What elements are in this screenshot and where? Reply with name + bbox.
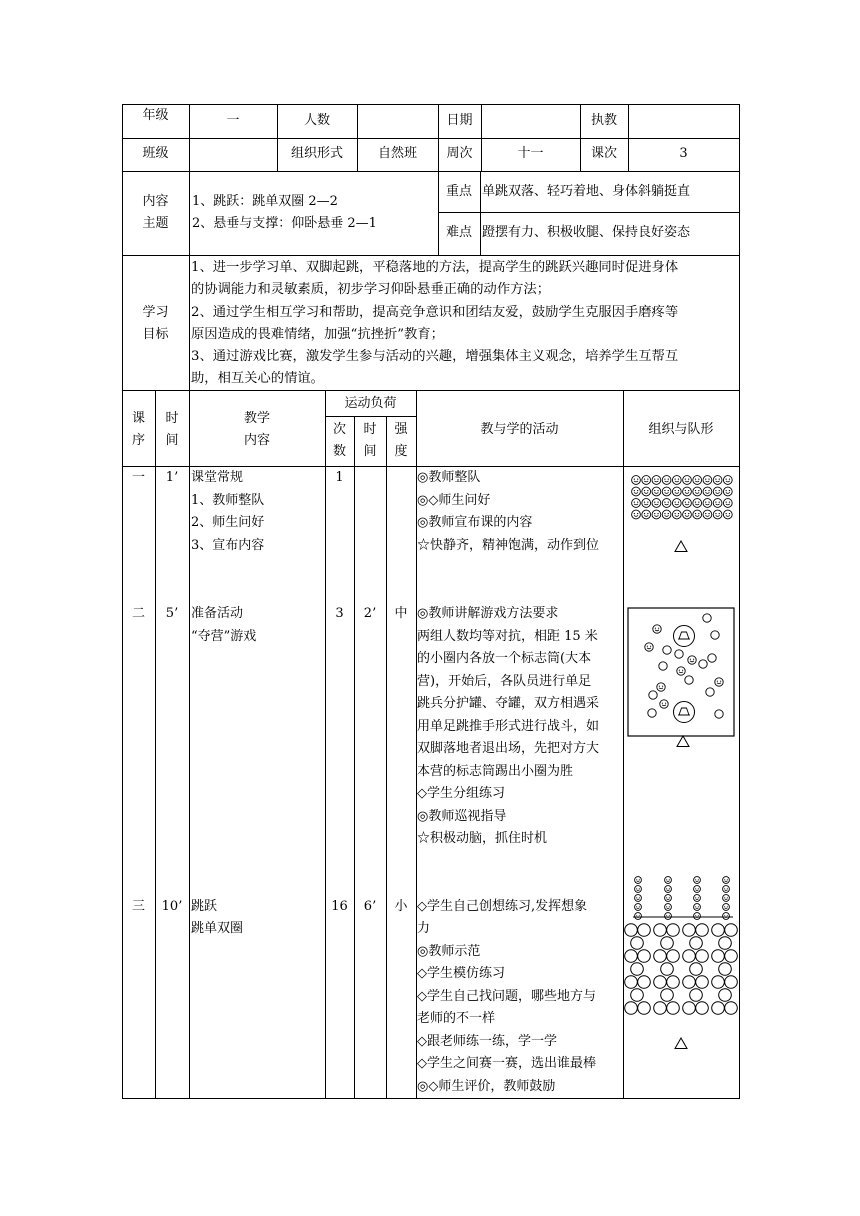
hoop-ring-icon xyxy=(683,1002,696,1015)
section-content-line: 3、宣布内容 xyxy=(191,538,265,553)
hoop-ring-icon xyxy=(719,989,732,1002)
hoop-ring-icon xyxy=(625,950,638,963)
difficulty-label: 难点 xyxy=(445,225,472,240)
student-icon xyxy=(683,510,692,519)
week-value: 十一 xyxy=(517,146,544,161)
hoop-ring-icon xyxy=(719,963,732,976)
key-point-value: 单跳双落、轻巧着地、身体斜躺挺直 xyxy=(482,184,691,199)
activity-line: 本营的标志筒踢出小圈为胜 xyxy=(417,764,574,779)
student-icon xyxy=(662,499,671,508)
section-intensity: 中 xyxy=(394,606,408,621)
activity-line: ◇学生自己创想练习,发挥想象 xyxy=(417,899,588,914)
section-content-line: 1、教师整队 xyxy=(191,493,265,508)
activity-line: ◎教师讲解游戏方法要求 xyxy=(417,606,559,621)
hoop-ring-icon xyxy=(683,924,696,937)
hoop-ring-icon xyxy=(654,976,667,989)
section-time: 1’ xyxy=(165,470,179,485)
key-point-label: 重点 xyxy=(445,184,472,199)
student-icon xyxy=(662,487,671,496)
content-label-line2: 主题 xyxy=(142,216,169,231)
section-duration: 2’ xyxy=(363,606,377,621)
student-icon xyxy=(635,904,642,911)
lesson-value: 3 xyxy=(679,146,688,161)
grade-label: 年级 xyxy=(142,108,169,123)
activity-line: 力 xyxy=(417,921,431,936)
player-circle-icon xyxy=(699,660,707,668)
student-icon xyxy=(672,476,681,485)
col-time-line2: 间 xyxy=(165,433,179,448)
teacher-triangle-icon xyxy=(675,541,687,552)
week-label: 周次 xyxy=(446,146,473,161)
formation-diagram-routine xyxy=(623,467,739,557)
activity-line: 两组人数均等对抗，相距 15 米 xyxy=(417,629,598,644)
student-icon xyxy=(632,487,641,496)
content-label-line1: 内容 xyxy=(142,194,169,209)
activity-line: ◎◇师生问好 xyxy=(417,493,491,508)
student-icon xyxy=(703,499,712,508)
col-intensity-line2: 度 xyxy=(394,444,408,459)
activity-line: 营)，开始后，各队员进行单足 xyxy=(417,674,592,689)
player-circle-icon xyxy=(715,710,723,718)
hoop-ring-icon xyxy=(725,924,738,937)
lesson-label: 课次 xyxy=(590,146,617,161)
student-icon xyxy=(688,656,696,664)
activity-line: ◇学生之间赛一赛，选出谁最棒 xyxy=(417,1056,596,1071)
activity-line: 老师的不一样 xyxy=(417,1011,496,1026)
player-circle-icon xyxy=(659,662,667,670)
student-icon xyxy=(713,510,722,519)
hoop-ring-icon xyxy=(654,924,667,937)
hoop-ring-icon xyxy=(638,1002,651,1015)
hoop-ring-icon xyxy=(654,1002,667,1015)
hoop-ring-icon xyxy=(690,937,703,950)
activity-line: ☆快静齐，精神饱满，动作到位 xyxy=(417,538,600,553)
student-icon xyxy=(713,499,722,508)
hoop-ring-icon xyxy=(625,924,638,937)
player-circle-icon xyxy=(663,646,671,654)
player-circle-icon xyxy=(648,709,656,717)
student-icon xyxy=(632,499,641,508)
section-count: 16 xyxy=(331,899,348,914)
formation-diagram-game xyxy=(623,604,739,749)
hoop-ring-icon xyxy=(725,950,738,963)
student-icon xyxy=(723,886,730,893)
student-icon xyxy=(645,643,653,651)
date-label: 日期 xyxy=(446,113,473,128)
hoop-ring-icon xyxy=(712,950,725,963)
hoop-ring-icon xyxy=(625,976,638,989)
student-icon xyxy=(683,499,692,508)
student-icon xyxy=(665,877,672,884)
student-icon xyxy=(703,487,712,496)
hoop-ring-icon xyxy=(638,950,651,963)
hoop-ring-icon xyxy=(696,976,709,989)
col-order-line1: 课 xyxy=(131,411,145,426)
student-icon xyxy=(635,895,642,902)
student-icon xyxy=(693,510,702,519)
hoop-ring-icon xyxy=(667,924,680,937)
student-icon xyxy=(715,678,723,686)
hoop-ring-icon xyxy=(625,1002,638,1015)
col-count-line1: 次 xyxy=(332,422,346,437)
col-content-line1: 教学 xyxy=(243,411,270,426)
hoop-ring-icon xyxy=(638,924,651,937)
col-time-line1: 时 xyxy=(165,411,179,426)
teacher-triangle-icon xyxy=(675,1038,687,1049)
hoop-ring-icon xyxy=(690,963,703,976)
student-icon xyxy=(713,487,722,496)
activity-line: ◇学生自己找问题，哪些地方与 xyxy=(417,989,596,1004)
col-content-line2: 内容 xyxy=(243,433,270,448)
activity-line: ◎教师整队 xyxy=(417,470,481,485)
section-content-line: 跳跃 xyxy=(191,899,218,914)
student-icon xyxy=(723,913,730,920)
hoop-ring-icon xyxy=(712,976,725,989)
col-order-line2: 序 xyxy=(131,433,145,448)
goal-line: 2、通过学生相互学习和帮助，提高竞争意识和团结友爱，鼓励学生克服因手磨疼等 xyxy=(191,305,679,320)
game-field xyxy=(628,608,734,736)
hoop-ring-icon xyxy=(683,950,696,963)
player-circle-icon xyxy=(649,691,657,699)
col-duration-line1: 时 xyxy=(363,422,377,437)
section-content-line: 准备活动 xyxy=(191,606,244,621)
hoop-ring-icon xyxy=(725,1002,738,1015)
col-intensity-line1: 强 xyxy=(394,422,408,437)
class-label: 班级 xyxy=(142,146,169,161)
hoop-ring-icon xyxy=(696,1002,709,1015)
goal-line: 1、进一步学习单、双脚起跳，平稳落地的方法，提高学生的跳跃兴趣同时促进身体 xyxy=(191,260,679,275)
content-item: 2、悬垂与支撑：仰卧悬垂 2—1 xyxy=(192,216,377,231)
student-icon xyxy=(683,487,692,496)
student-icon xyxy=(665,886,672,893)
base-ring-icon xyxy=(674,702,695,723)
activity-line: ◎◇师生评价，教师鼓励 xyxy=(417,1079,556,1094)
student-icon xyxy=(703,510,712,519)
student-icon xyxy=(632,510,641,519)
student-icon xyxy=(653,625,661,633)
student-icon xyxy=(694,877,701,884)
base-ring-icon xyxy=(674,626,695,647)
activity-line: ◎教师示范 xyxy=(417,944,481,959)
hoop-ring-icon xyxy=(719,937,732,950)
activity-line: 跳兵分护罐、夺罐，双方相遇采 xyxy=(417,696,600,711)
player-circle-icon xyxy=(685,676,693,684)
hoop-ring-icon xyxy=(725,976,738,989)
col-load: 运动负荷 xyxy=(344,396,397,411)
student-icon xyxy=(657,683,665,691)
student-icon xyxy=(652,487,661,496)
student-icon xyxy=(723,499,732,508)
activity-line: 用单足跳推手形式进行战斗，如 xyxy=(417,719,600,734)
student-icon xyxy=(642,487,651,496)
hoop-ring-icon xyxy=(631,937,644,950)
goal-line: 3、通过游戏比赛，激发学生参与活动的兴趣，增强集体主义观念，培养学生互帮互 xyxy=(191,349,679,364)
goal-line: 原因造成的畏难情绪，加强“抗挫折”教育； xyxy=(191,327,444,342)
formation-diagram-rings xyxy=(623,870,739,1050)
activity-line: ◎教师巡视指导 xyxy=(417,809,507,824)
student-icon xyxy=(723,476,732,485)
section-order: 二 xyxy=(131,606,145,621)
player-circle-icon xyxy=(711,631,719,639)
section-content-line: 2、师生问好 xyxy=(191,515,265,530)
player-circle-icon xyxy=(703,614,711,622)
student-icon xyxy=(652,499,661,508)
player-circle-icon xyxy=(675,650,683,658)
goal-line: 助，相互关心的情谊。 xyxy=(191,371,324,386)
student-icon xyxy=(694,913,701,920)
student-icon xyxy=(703,476,712,485)
goal-line: 的协调能力和灵敏素质，初步学习仰卧悬垂正确的动作方法； xyxy=(191,282,551,297)
goals-label-line1: 学习 xyxy=(142,305,169,320)
student-icon xyxy=(694,904,701,911)
cone-icon xyxy=(679,708,689,715)
student-icon xyxy=(672,510,681,519)
student-icon xyxy=(642,476,651,485)
player-circle-icon xyxy=(708,654,716,662)
student-icon xyxy=(677,667,685,675)
student-icon xyxy=(683,476,692,485)
student-icon xyxy=(693,476,702,485)
activity-line: 的小圈内各放一个标志筒(大本 xyxy=(417,651,592,666)
student-icon xyxy=(723,487,732,496)
section-order: 三 xyxy=(131,899,145,914)
student-icon xyxy=(665,913,672,920)
student-icon xyxy=(694,886,701,893)
hoop-ring-icon xyxy=(712,924,725,937)
col-activities: 教与学的活动 xyxy=(480,422,559,437)
section-content-line: “夺营”游戏 xyxy=(191,629,257,644)
student-icon xyxy=(723,904,730,911)
people-label: 人数 xyxy=(303,113,330,128)
teacher-label: 执教 xyxy=(590,113,617,128)
student-icon xyxy=(672,499,681,508)
student-icon xyxy=(693,487,702,496)
hoop-ring-icon xyxy=(696,924,709,937)
student-icon xyxy=(635,877,642,884)
activity-line: ◇跟老师练一练，学一学 xyxy=(417,1034,557,1049)
student-icon xyxy=(672,487,681,496)
activity-line: 双脚落地者退出场，先把对方大 xyxy=(417,741,600,756)
section-time: 5’ xyxy=(165,606,179,621)
hoop-ring-icon xyxy=(683,976,696,989)
content-item: 1、跳跃：跳单双圈 2—2 xyxy=(192,194,338,209)
org-label: 组织形式 xyxy=(290,146,343,161)
activity-line: ◇学生模仿练习 xyxy=(417,966,505,981)
student-icon xyxy=(632,476,641,485)
section-intensity: 小 xyxy=(394,899,408,914)
section-count: 1 xyxy=(335,470,344,485)
student-icon xyxy=(635,886,642,893)
hoop-ring-icon xyxy=(661,937,674,950)
col-duration-line2: 间 xyxy=(363,444,377,459)
section-time: 10’ xyxy=(161,899,183,914)
student-icon xyxy=(652,476,661,485)
col-count-line2: 数 xyxy=(332,444,346,459)
hoop-ring-icon xyxy=(667,976,680,989)
student-icon xyxy=(723,895,730,902)
hoop-ring-icon xyxy=(638,976,651,989)
student-icon xyxy=(713,476,722,485)
hoop-ring-icon xyxy=(631,963,644,976)
activity-line: ◇学生分组练习 xyxy=(417,786,505,801)
activity-line: ☆积极动脑，抓住时机 xyxy=(417,831,548,846)
goals-label-line2: 目标 xyxy=(142,327,169,342)
student-icon xyxy=(662,510,671,519)
hoop-ring-icon xyxy=(712,1002,725,1015)
hoop-ring-icon xyxy=(654,950,667,963)
student-icon xyxy=(693,499,702,508)
hoop-ring-icon xyxy=(667,1002,680,1015)
section-duration: 6’ xyxy=(363,899,377,914)
activity-line: ◎教师宣布课的内容 xyxy=(417,515,533,530)
difficulty-value: 蹬摆有力、积极收腿、保持良好姿态 xyxy=(482,225,691,240)
student-icon xyxy=(723,877,730,884)
grade-value: 一 xyxy=(226,113,240,128)
hoop-ring-icon xyxy=(661,963,674,976)
section-count: 3 xyxy=(335,606,344,621)
cone-icon xyxy=(679,632,689,639)
student-icon xyxy=(660,700,668,708)
student-icon xyxy=(662,476,671,485)
section-content-line: 跳单双圈 xyxy=(191,921,244,936)
hoop-ring-icon xyxy=(690,989,703,1002)
student-icon xyxy=(652,510,661,519)
student-icon xyxy=(642,499,651,508)
hoop-ring-icon xyxy=(631,989,644,1002)
hoop-ring-icon xyxy=(667,950,680,963)
hoop-ring-icon xyxy=(661,989,674,1002)
org-value: 自然班 xyxy=(377,146,417,161)
student-icon xyxy=(642,510,651,519)
student-icon xyxy=(723,510,732,519)
student-icon xyxy=(665,895,672,902)
section-order: 一 xyxy=(131,470,145,485)
teacher-triangle-icon xyxy=(677,736,689,747)
col-formation: 组织与队形 xyxy=(648,422,714,437)
student-icon xyxy=(635,913,642,920)
player-circle-icon xyxy=(706,688,714,696)
section-content-line: 课堂常规 xyxy=(191,470,244,485)
hoop-ring-icon xyxy=(696,950,709,963)
student-icon xyxy=(665,904,672,911)
student-icon xyxy=(694,895,701,902)
